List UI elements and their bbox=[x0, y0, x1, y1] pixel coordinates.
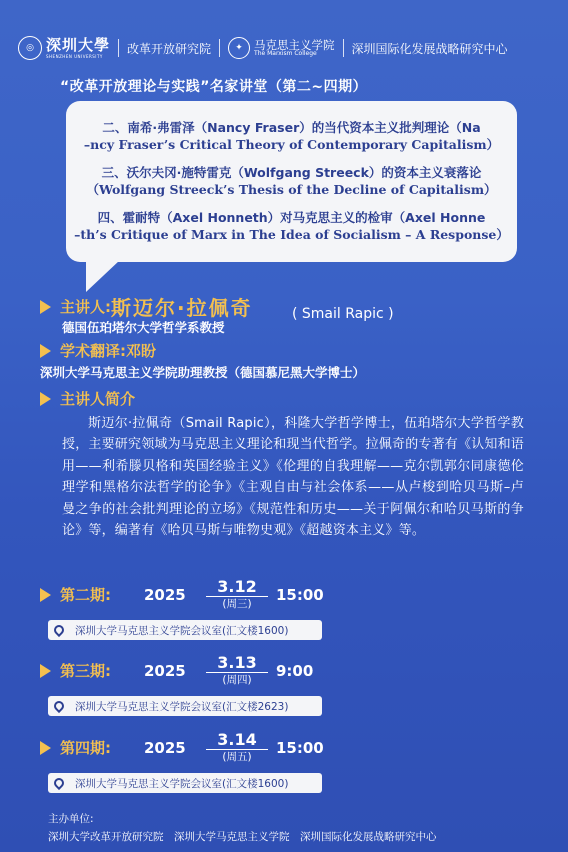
location-pin-icon bbox=[52, 699, 66, 713]
szu-logo bbox=[18, 36, 110, 60]
institute-reform: 改革开放研究院 bbox=[127, 41, 212, 56]
session-time: 15:00 bbox=[276, 738, 324, 757]
marxism-name-en: The Marxism College bbox=[254, 49, 317, 57]
marxism-seal-icon: ✦ bbox=[228, 37, 250, 59]
szu-name: 深圳大學 bbox=[46, 35, 111, 54]
session-2 bbox=[40, 578, 324, 611]
session-time: 9:00 bbox=[276, 661, 314, 680]
translator-label: 学术翻译:邓盼 bbox=[60, 342, 156, 360]
session-year: 2025 bbox=[144, 585, 186, 604]
speaker-name-en: ( Smail Rapic ) bbox=[292, 306, 394, 322]
session-label: 第四期: bbox=[60, 739, 111, 757]
lecture-topics-box bbox=[66, 101, 517, 262]
arrow-icon bbox=[40, 300, 51, 314]
session-date: 3.12 (周三) bbox=[204, 578, 270, 611]
session-date: 3.13 (周四) bbox=[204, 654, 270, 687]
organizers-label: 主办单位: bbox=[48, 813, 94, 825]
translator-title: 深圳大学马克思主义学院助理教授（德国慕尼黑大学博士） bbox=[40, 365, 366, 380]
institute-international: 深圳国际化发展战略研究中心 bbox=[351, 41, 508, 56]
header-bar bbox=[0, 30, 568, 66]
session-year: 2025 bbox=[144, 661, 186, 680]
bio-section bbox=[40, 388, 135, 409]
session-year: 2025 bbox=[144, 738, 186, 757]
speaker-bio: 斯迈尔·拉佩奇（Smail Rapic），科隆大学哲学博士，伍珀塔尔大学哲学教授，主要研究领域为马克思主义理论和现当代哲学。拉佩奇的专著有《认知和语用——利希滕贝格和英国经验主义》《伦理的自我理解——克尔凯郭尔同康德伦理学和黑格尔法哲学的论争》《主观自由与社会体系——从卢梭到哈贝马斯–卢曼之争的社会批判理论的立场》《规范性和历史——关于阿佩尔和哈贝马斯的争论》等，编著有《哈贝马斯与唯物史观》《超越资本主义》等。 bbox=[62, 416, 525, 539]
speaker-section bbox=[40, 292, 253, 321]
lecture-item: 二、南希·弗雷泽（Nancy Fraser）的当代资本主义批判理论（Na –ncy Fraser’s Critical Theory of Contemporary Capitalism） bbox=[83, 120, 500, 152]
series-title: “改革开放理论与实践”名家讲堂（第二~四期） bbox=[60, 79, 368, 95]
session-4 bbox=[40, 731, 324, 764]
marxism-logo bbox=[228, 37, 335, 59]
szu-seal-icon: ◎ bbox=[18, 36, 42, 60]
session-venue: 深圳大学马克思主义学院会议室(汇文楼1600) bbox=[48, 620, 322, 640]
speaker-title: 德国伍珀塔尔大学哲学系教授 bbox=[62, 320, 225, 335]
arrow-icon bbox=[40, 664, 51, 678]
session-label: 第二期: bbox=[60, 586, 111, 604]
arrow-icon bbox=[40, 344, 51, 358]
bio-label: 主讲人简介 bbox=[60, 390, 136, 408]
arrow-icon bbox=[40, 392, 51, 406]
session-time: 15:00 bbox=[276, 585, 324, 604]
divider bbox=[219, 39, 220, 57]
speaker-label: 主讲人: bbox=[60, 298, 111, 316]
session-date: 3.14 (周五) bbox=[204, 731, 270, 764]
szu-name-en: SHENZHEN UNIVERSITY bbox=[46, 53, 103, 59]
session-venue: 深圳大学马克思主义学院会议室(汇文楼2623) bbox=[48, 696, 322, 716]
divider bbox=[118, 39, 119, 57]
lecture-item: 四、霍耐特（Axel Honneth）对马克思主义的检审（Axel Honne –th’s Critique of Marx in The Idea of Socialism – A Response） bbox=[74, 210, 509, 242]
session-label: 第三期: bbox=[60, 662, 111, 680]
session-venue: 深圳大学马克思主义学院会议室(汇文楼1600) bbox=[48, 773, 322, 793]
location-pin-icon bbox=[52, 776, 66, 790]
marxism-name: 马克思主义学院 bbox=[254, 37, 335, 52]
divider bbox=[343, 39, 344, 57]
speaker-name: 斯迈尔·拉佩奇 bbox=[111, 296, 253, 320]
translator-section bbox=[40, 340, 156, 361]
session-3 bbox=[40, 654, 313, 687]
lecture-item: 三、沃尔夫冈·施特雷克（Wolfgang Streeck）的资本主义衰落论 （Wolfgang Streeck’s Thesis of the Decline of Capitalism） bbox=[86, 165, 497, 197]
location-pin-icon bbox=[52, 623, 66, 637]
arrow-icon bbox=[40, 588, 51, 602]
arrow-icon bbox=[40, 741, 51, 755]
organizers-list: 深圳大学改革开放研究院 深圳大学马克思主义学院 深圳国际化发展战略研究中心 bbox=[48, 831, 437, 843]
